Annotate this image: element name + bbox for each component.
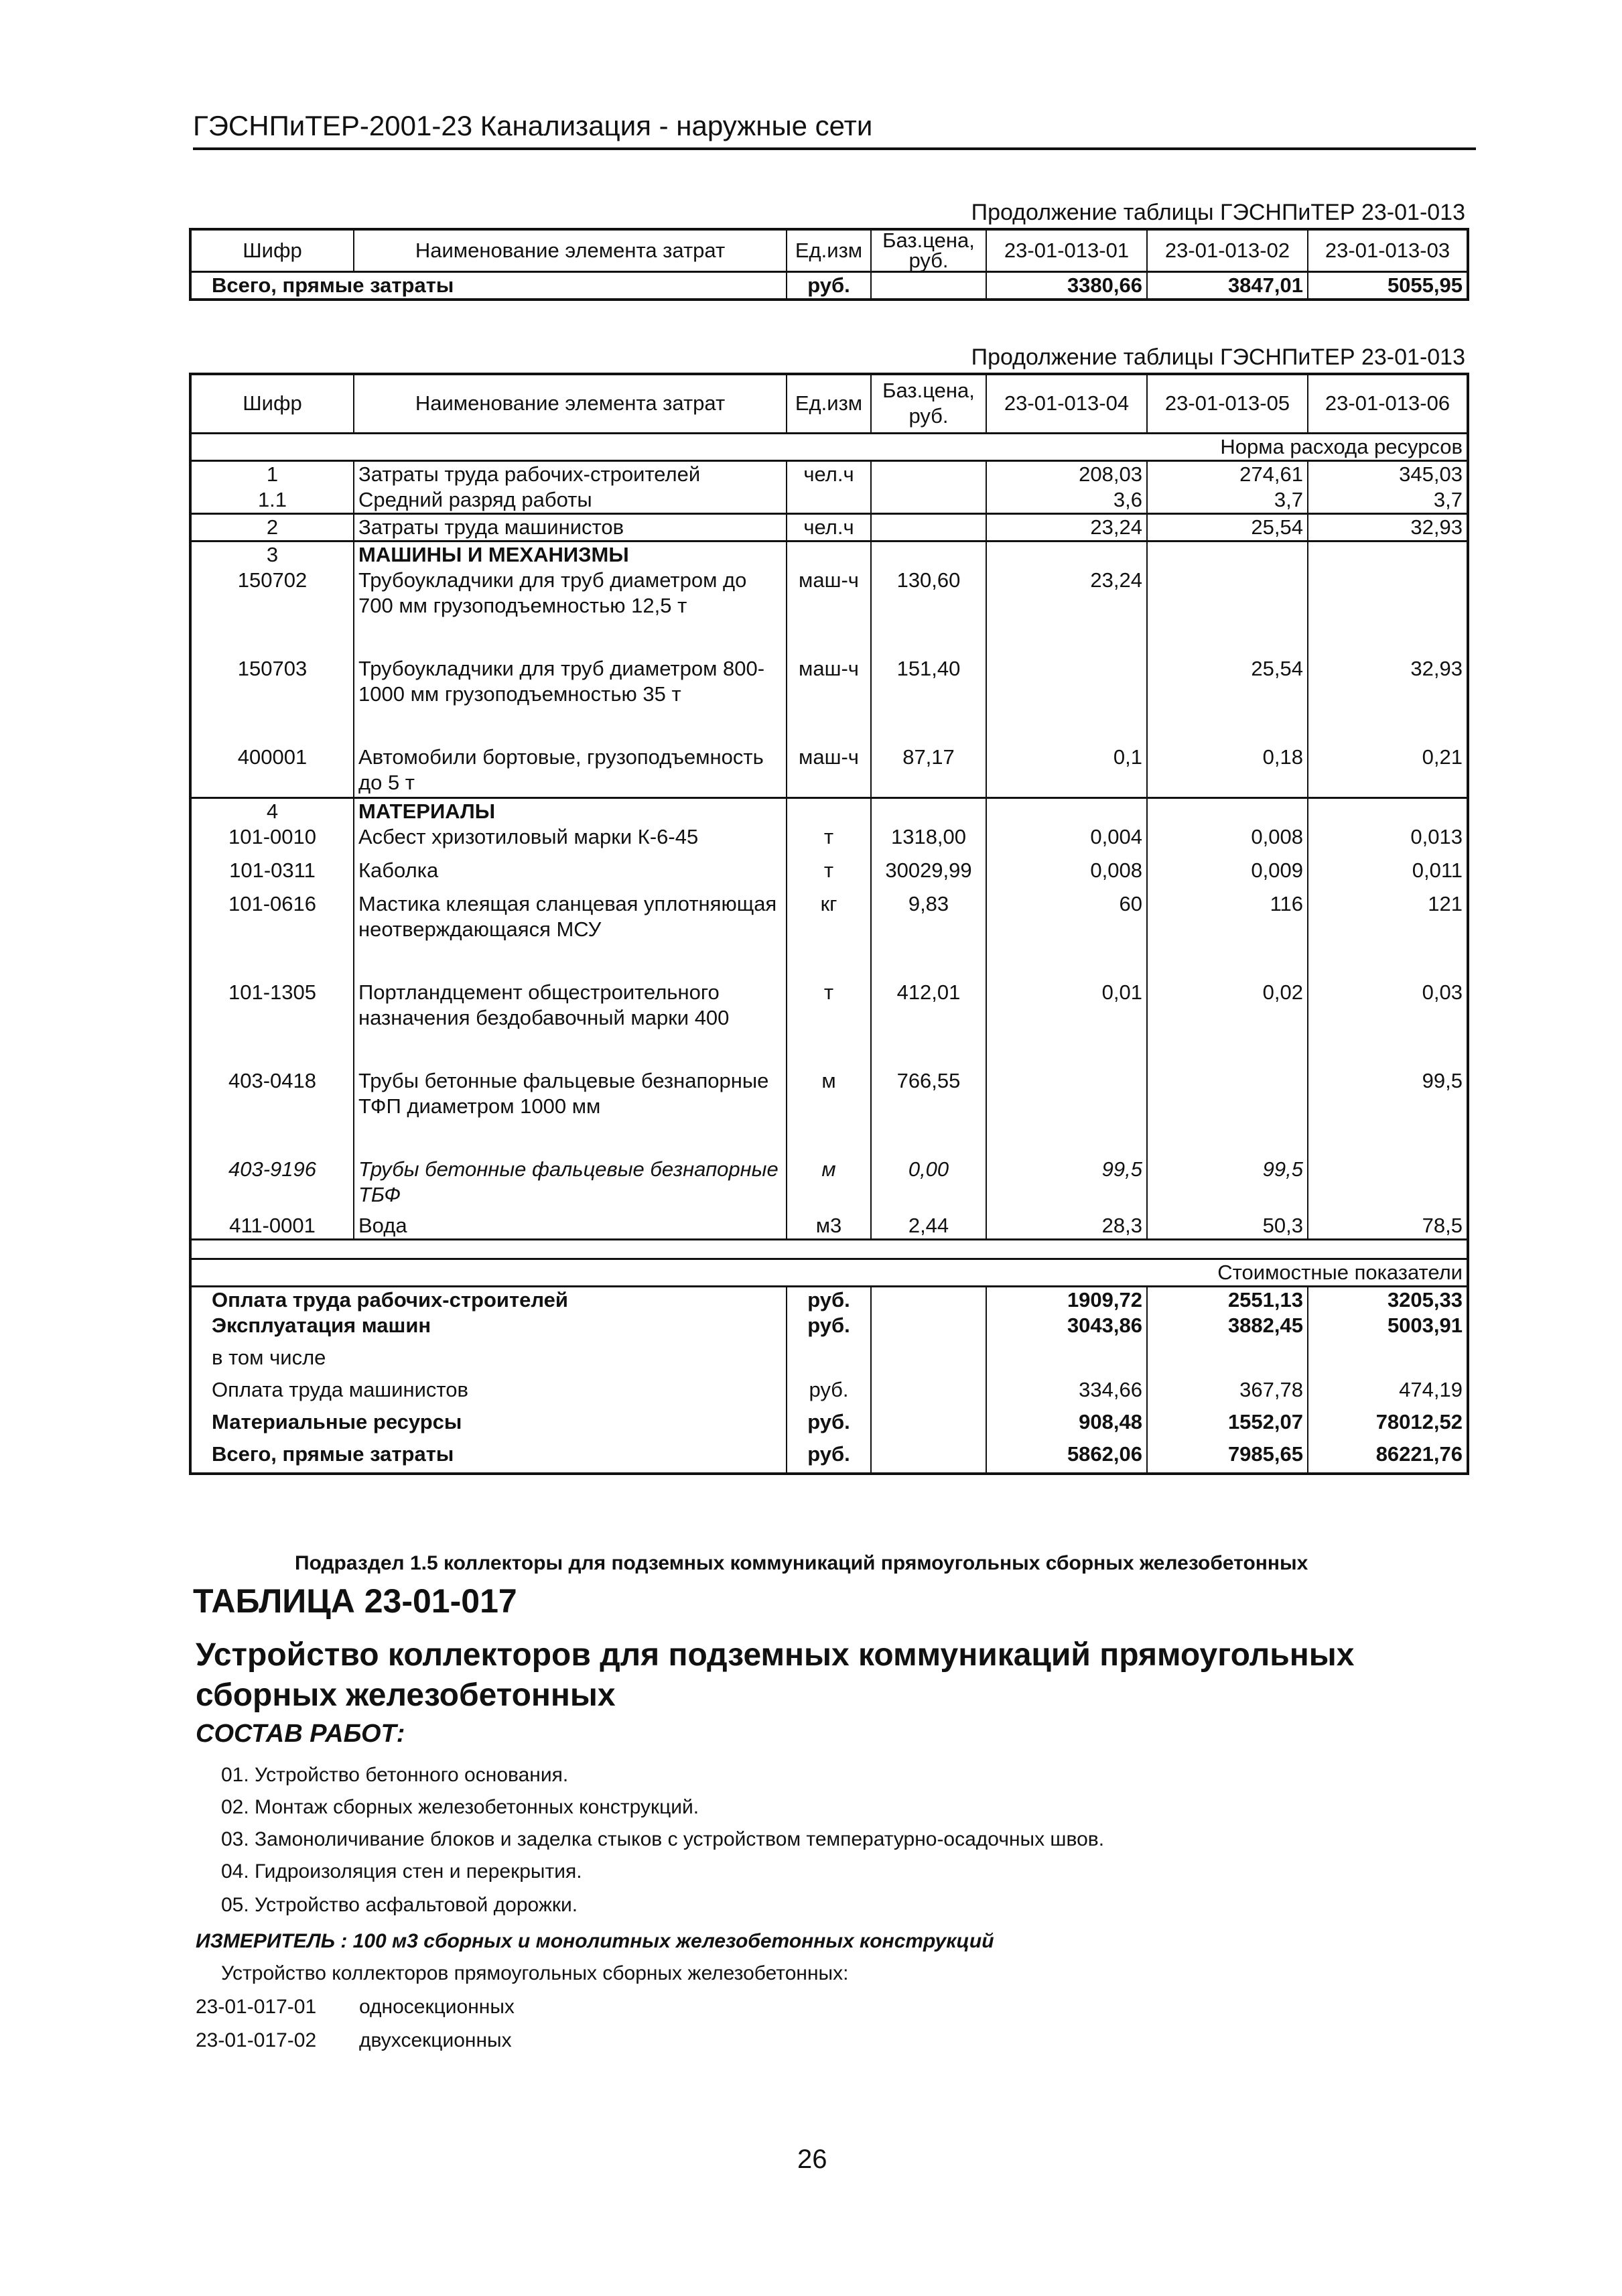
cost-row: [190, 1287, 1468, 1314]
page-number: 26: [797, 2145, 827, 2174]
row-value-2: [1147, 541, 1308, 568]
row-value-3: [1308, 568, 1468, 656]
row-value-1: [986, 798, 1147, 825]
work-item: 05. Устройство асфальтовой дорожки.: [221, 1894, 578, 1916]
row-value-2: [1147, 1068, 1308, 1157]
cost-row-unit: [787, 1345, 871, 1377]
row-price: 9,83: [871, 891, 986, 980]
col-header-4: 23-01-013-04: [986, 374, 1147, 433]
total-value-1: 3380,66: [986, 272, 1147, 300]
row-name: Мастика клеящая сланцевая уплотняющая неотверждающаяся МСУ: [354, 891, 787, 980]
row-name: Затраты труда машинистов: [354, 513, 787, 541]
work-item: 02. Монтаж сборных железобетонных конструкций.: [221, 1796, 699, 1818]
cost-row: [190, 1377, 1468, 1409]
cost-row-value-3: 3205,33: [1308, 1287, 1468, 1314]
row-value-3: 78,5: [1308, 1213, 1468, 1240]
cost-row-value-2: 2551,13: [1147, 1287, 1308, 1314]
cost-label-row: [190, 1259, 1468, 1287]
cost-row-unit: руб.: [787, 1377, 871, 1409]
row-code: 400001: [190, 745, 354, 798]
row-value-1: 0,008: [986, 858, 1147, 891]
row-price: 151,40: [871, 656, 986, 745]
total-price: [871, 272, 986, 300]
spacer-cell: [190, 1240, 1468, 1259]
cost-label: Стоимостные показатели: [190, 1259, 1468, 1287]
cost-row-value-3: 86221,76: [1308, 1442, 1468, 1474]
row-code: 2: [190, 513, 354, 541]
row-value-2: 25,54: [1147, 656, 1308, 745]
cost-row-label: Оплата труда рабочих-строителей: [190, 1287, 787, 1314]
cost-row-label: в том числе: [190, 1345, 787, 1377]
code-line: [196, 2029, 512, 2052]
code-value: 23-01-017-01: [196, 1996, 317, 2018]
table-row: [190, 568, 1468, 656]
table-row: [190, 460, 1468, 487]
cost-row-value-2: 1552,07: [1147, 1409, 1308, 1442]
row-value-3: 0,21: [1308, 745, 1468, 798]
cost-row: [190, 1345, 1468, 1377]
row-value-1: 23,24: [986, 568, 1147, 656]
row-code: 1: [190, 460, 354, 487]
row-name: Автомобили бортовые, грузоподъемность до 5 т: [354, 745, 787, 798]
cost-row-value-2: 367,78: [1147, 1377, 1308, 1409]
row-value-1: [986, 656, 1147, 745]
spacer-row: [190, 1240, 1468, 1259]
col-header-6: 23-01-013-06: [1308, 374, 1468, 433]
row-price: [871, 798, 986, 825]
cost-row: [190, 1313, 1468, 1345]
row-value-3: 121: [1308, 891, 1468, 980]
table-row: [190, 858, 1468, 891]
row-price: [871, 487, 986, 514]
row-value-2: 3,7: [1147, 487, 1308, 514]
col-header-5: 23-01-013-05: [1147, 374, 1308, 433]
cost-row-value-3: [1308, 1345, 1468, 1377]
row-price: 1318,00: [871, 824, 986, 858]
row-value-2: [1147, 568, 1308, 656]
row-name: Вода: [354, 1213, 787, 1240]
cost-row-value-3: 5003,91: [1308, 1313, 1468, 1345]
table2: [189, 373, 1469, 1475]
col-header-unit: Ед.изм: [787, 229, 871, 272]
col-header-name: Наименование элемента затрат: [354, 374, 787, 433]
cost-row-value-1: 3043,86: [986, 1313, 1147, 1345]
row-value-3: [1308, 1157, 1468, 1213]
col-header-name: Наименование элемента затрат: [354, 229, 787, 272]
cost-row-value-1: 1909,72: [986, 1287, 1147, 1314]
col-header-price: Баз.цена, руб.: [871, 374, 986, 433]
table1-caption: Продолжение таблицы ГЭСНПиТЕР 23-01-013: [971, 200, 1465, 225]
row-unit: [787, 798, 871, 825]
row-value-2: 274,61: [1147, 460, 1308, 487]
cost-row: [190, 1409, 1468, 1442]
row-name: Портландцемент общестроительного назначения бездобавочный марки 400: [354, 980, 787, 1068]
work-item: 04. Гидроизоляция стен и перекрытия.: [221, 1860, 582, 1883]
row-value-1: 99,5: [986, 1157, 1147, 1213]
code-description: односекционных: [359, 1996, 515, 2018]
cost-row-label: Всего, прямые затраты: [190, 1442, 787, 1474]
row-unit: маш-ч: [787, 568, 871, 656]
row-value-1: 0,1: [986, 745, 1147, 798]
row-unit: т: [787, 858, 871, 891]
row-price: 0,00: [871, 1157, 986, 1213]
cost-row-value-1: [986, 1345, 1147, 1377]
row-value-3: 0,03: [1308, 980, 1468, 1068]
col-header-code: Шифр: [190, 374, 354, 433]
table-row: [190, 1068, 1468, 1157]
cost-row-value-1: 334,66: [986, 1377, 1147, 1409]
cost-row-value-2: 3882,45: [1147, 1313, 1308, 1345]
row-value-2: 50,3: [1147, 1213, 1308, 1240]
row-name: Асбест хризотиловый марки К-6-45: [354, 824, 787, 858]
row-unit: м: [787, 1157, 871, 1213]
work-item: 01. Устройство бетонного основания.: [221, 1764, 569, 1786]
total-value-3: 5055,95: [1308, 272, 1468, 300]
table-row: [190, 513, 1468, 541]
row-price: 87,17: [871, 745, 986, 798]
work-title: Устройство коллекторов для подземных коммуникаций прямоугольных сборных железобетонных: [196, 1637, 1355, 1713]
table1: [189, 228, 1469, 301]
row-unit: маш-ч: [787, 656, 871, 745]
row-name: МАТЕРИАЛЫ: [354, 798, 787, 825]
cost-row-price: [871, 1377, 986, 1409]
cost-row-unit: руб.: [787, 1442, 871, 1474]
code-value: 23-01-017-02: [196, 2029, 317, 2051]
row-code: 1.1: [190, 487, 354, 514]
row-unit: чел.ч: [787, 460, 871, 487]
cost-row-price: [871, 1345, 986, 1377]
code-line: [196, 1996, 515, 2019]
cost-row-value-2: [1147, 1345, 1308, 1377]
code-description: двухсекционных: [359, 2029, 512, 2051]
col-header-1: 23-01-013-01: [986, 229, 1147, 272]
row-value-3: 32,93: [1308, 513, 1468, 541]
running-header: ГЭСНПиТЕР-2001-23 Канализация - наружные сети: [193, 107, 1476, 150]
row-value-3: [1308, 541, 1468, 568]
row-price: 2,44: [871, 1213, 986, 1240]
row-price: [871, 460, 986, 487]
table1-total-row: [190, 272, 1468, 300]
row-value-1: 28,3: [986, 1213, 1147, 1240]
col-header-2: 23-01-013-02: [1147, 229, 1308, 272]
row-unit: [787, 487, 871, 514]
cost-row-value-3: 474,19: [1308, 1377, 1468, 1409]
row-unit: чел.ч: [787, 513, 871, 541]
row-code: 101-0311: [190, 858, 354, 891]
row-price: [871, 513, 986, 541]
cost-row-label: Эксплуатация машин: [190, 1313, 787, 1345]
row-value-3: 345,03: [1308, 460, 1468, 487]
row-value-1: 0,004: [986, 824, 1147, 858]
row-value-3: [1308, 798, 1468, 825]
meter-line: ИЗМЕРИТЕЛЬ : 100 м3 сборных и монолитных железобетонных конструкций: [196, 1930, 994, 1952]
norm-label: Норма расхода ресурсов: [190, 433, 1468, 460]
table-row: [190, 656, 1468, 745]
row-code: 403-0418: [190, 1068, 354, 1157]
cost-row-price: [871, 1313, 986, 1345]
table2-header-row: [190, 374, 1468, 433]
row-value-2: 0,009: [1147, 858, 1308, 891]
cost-row-label: Оплата труда машинистов: [190, 1377, 787, 1409]
table2-caption: Продолжение таблицы ГЭСНПиТЕР 23-01-013: [971, 344, 1465, 370]
row-code: 4: [190, 798, 354, 825]
row-value-3: 0,013: [1308, 824, 1468, 858]
row-value-3: 99,5: [1308, 1068, 1468, 1157]
cost-row-value-1: 5862,06: [986, 1442, 1147, 1474]
cost-row-price: [871, 1442, 986, 1474]
row-code: 3: [190, 541, 354, 568]
composition-label: СОСТАВ РАБОТ:: [196, 1720, 405, 1748]
row-code: 101-1305: [190, 980, 354, 1068]
row-value-2: 0,02: [1147, 980, 1308, 1068]
table-row: [190, 1213, 1468, 1240]
col-header-price: Баз.цена, руб.: [871, 229, 986, 272]
row-code: 150702: [190, 568, 354, 656]
table-row: [190, 824, 1468, 858]
row-unit: маш-ч: [787, 745, 871, 798]
row-unit: м3: [787, 1213, 871, 1240]
row-code: 411-0001: [190, 1213, 354, 1240]
table-row: [190, 1157, 1468, 1213]
row-value-1: 3,6: [986, 487, 1147, 514]
col-header-unit: Ед.изм: [787, 374, 871, 433]
row-value-2: 0,18: [1147, 745, 1308, 798]
cost-row: [190, 1442, 1468, 1474]
row-price: 766,55: [871, 1068, 986, 1157]
row-name: Трубоукладчики для труб диаметром 800-1000 мм грузоподъемностью 35 т: [354, 656, 787, 745]
row-unit: т: [787, 980, 871, 1068]
row-unit: т: [787, 824, 871, 858]
intro-line: Устройство коллекторов прямоугольных сборных железобетонных:: [221, 1962, 849, 1984]
table-row: [190, 541, 1468, 568]
table-title: ТАБЛИЦА 23-01-017: [193, 1582, 517, 1620]
row-unit: м: [787, 1068, 871, 1157]
row-value-1: 208,03: [986, 460, 1147, 487]
table1-header-row: [190, 229, 1468, 272]
row-value-3: 3,7: [1308, 487, 1468, 514]
total-label: Всего, прямые затраты: [190, 272, 787, 300]
cost-row-value-3: 78012,52: [1308, 1409, 1468, 1442]
col-header-code: Шифр: [190, 229, 354, 272]
row-name: МАШИНЫ И МЕХАНИЗМЫ: [354, 541, 787, 568]
row-value-3: 32,93: [1308, 656, 1468, 745]
row-name: Трубы бетонные фальцевые безнапорные ТБФ: [354, 1157, 787, 1213]
table-row: [190, 980, 1468, 1068]
cost-row-value-2: 7985,65: [1147, 1442, 1308, 1474]
table-row: [190, 891, 1468, 980]
total-value-2: 3847,01: [1147, 272, 1308, 300]
row-value-1: [986, 1068, 1147, 1157]
row-value-1: 23,24: [986, 513, 1147, 541]
cost-row-unit: руб.: [787, 1313, 871, 1345]
cost-row-price: [871, 1409, 986, 1442]
row-value-2: [1147, 798, 1308, 825]
row-value-2: 0,008: [1147, 824, 1308, 858]
cost-row-price: [871, 1287, 986, 1314]
row-value-2: 25,54: [1147, 513, 1308, 541]
table-row: [190, 745, 1468, 798]
row-value-2: 116: [1147, 891, 1308, 980]
row-name: Трубоукладчики для труб диаметром до 700 мм грузоподъемностью 12,5 т: [354, 568, 787, 656]
row-unit: [787, 541, 871, 568]
row-code: 101-0010: [190, 824, 354, 858]
row-code: 101-0616: [190, 891, 354, 980]
row-code: 403-9196: [190, 1157, 354, 1213]
row-price: [871, 541, 986, 568]
row-name: Трубы бетонные фальцевые безнапорные ТФП диаметром 1000 мм: [354, 1068, 787, 1157]
row-code: 150703: [190, 656, 354, 745]
subsection-heading: Подраздел 1.5 коллекторы для подземных коммуникаций прямоугольных сборных железобетонных: [295, 1552, 1308, 1574]
row-name: Затраты труда рабочих-строителей: [354, 460, 787, 487]
row-unit: кг: [787, 891, 871, 980]
norm-label-row: [190, 433, 1468, 460]
row-name: Средний разряд работы: [354, 487, 787, 514]
row-price: 412,01: [871, 980, 986, 1068]
cost-row-value-1: 908,48: [986, 1409, 1147, 1442]
row-name: Каболка: [354, 858, 787, 891]
row-price: 30029,99: [871, 858, 986, 891]
cost-row-unit: руб.: [787, 1287, 871, 1314]
cost-row-unit: руб.: [787, 1409, 871, 1442]
row-price: 130,60: [871, 568, 986, 656]
row-value-1: 0,01: [986, 980, 1147, 1068]
work-item: 03. Замоноличивание блоков и заделка стыков с устройством температурно-осадочных швов.: [221, 1828, 1105, 1850]
total-unit: руб.: [787, 272, 871, 300]
cost-row-label: Материальные ресурсы: [190, 1409, 787, 1442]
row-value-1: 60: [986, 891, 1147, 980]
table-row: [190, 487, 1468, 514]
col-header-3: 23-01-013-03: [1308, 229, 1468, 272]
row-value-2: 99,5: [1147, 1157, 1308, 1213]
table-row: [190, 798, 1468, 825]
row-value-1: [986, 541, 1147, 568]
row-value-3: 0,011: [1308, 858, 1468, 891]
